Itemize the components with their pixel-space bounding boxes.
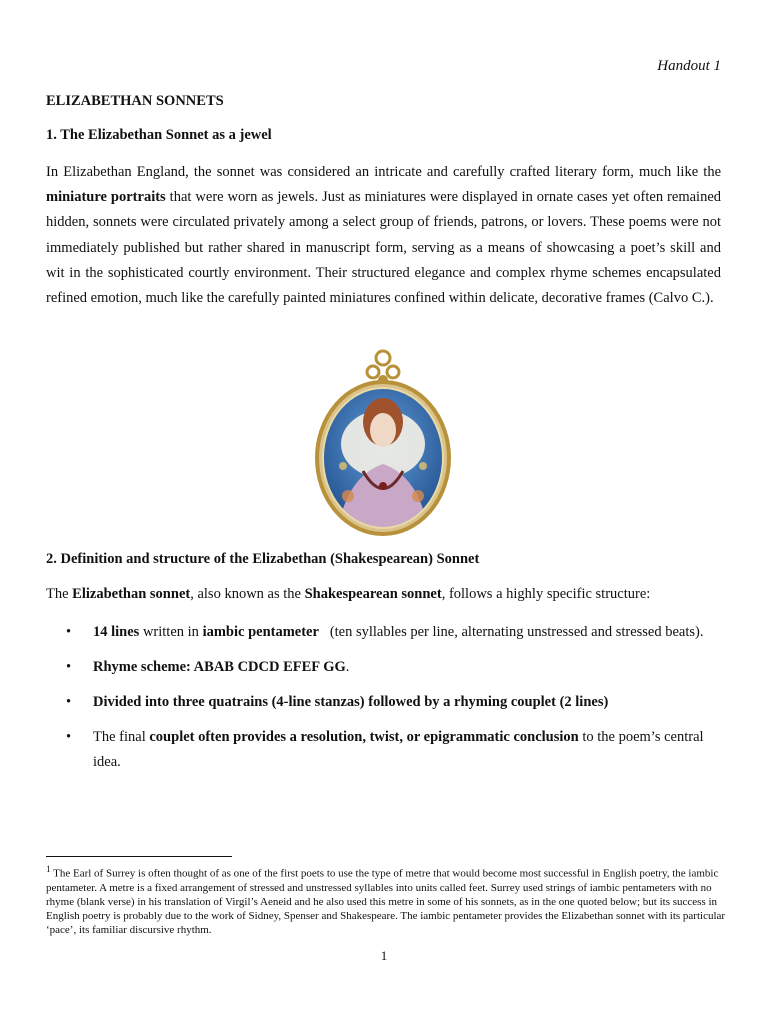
page-number: 1 [380, 948, 388, 963]
miniature-portrait-image [308, 346, 458, 536]
bold-term: couplet often provides a resolution, twist, or epigrammatic conclusion [149, 729, 579, 745]
bullet-icon: • [66, 694, 72, 710]
footnote-marker: 1 [46, 864, 51, 874]
handout-label: Handout 1 [657, 58, 721, 74]
list-text: . [345, 659, 350, 675]
bold-term-elizabethan-sonnet: Elizabethan sonnet [72, 586, 191, 602]
bold-term: Divided into three quatrains (4-line stanzas) followed by a rhyming couplet (2 lines) [93, 694, 609, 710]
paragraph-text: that were worn as jewels. Just as miniatures were displayed in ornate cases yet often remained hidden, sonnets were circulated privately among a select group of friends, patrons, or lovers. These poems were not immediately published but rather shared in manuscript form, serving as a means of showcasing a poet’s skill and wit in the sophisticated courtly environment. Their structured elegance and complex rhyme schemes encapsulated refined emotion, much like the carefully painted miniatures confined within delicate, decorative frames (Calvo C.). [46, 189, 721, 307]
bold-term-shakespearean-sonnet: Shakespearean sonnet [304, 586, 442, 602]
footnote [46, 862, 726, 938]
section1-heading: 1. The Elizabethan Sonnet as a jewel [46, 127, 272, 143]
bold-term: Rhyme scheme: ABAB CDCD EFEF GG [93, 659, 346, 675]
intro-text: The [46, 586, 73, 602]
section1-paragraph [46, 160, 721, 311]
section2-heading: 2. Definition and structure of the Elizabethan (Shakespearean) Sonnet [46, 551, 480, 567]
intro-text: , follows a highly specific structure: [441, 586, 651, 602]
section2-intro [46, 586, 726, 603]
page-title: ELIZABETHAN SONNETS [46, 93, 224, 109]
bold-term: 14 lines [93, 624, 140, 640]
bold-term: iambic pentameter [202, 624, 319, 640]
intro-text: , also known as the [190, 586, 305, 602]
footnote-text: The Earl of Surrey is often thought of as one of the first poets to use the type of metre that would become most successful in English poetry, the iambic pentameter. A metre is a fixed arrangement of stressed and unstressed syllables into units called feet. Surrey used strings of iambic pentameters with no rhyme (blank verse) in his translation of Virgil’s Aeneid and he also used this metre in some of his sonnets, as in the one quoted below; but its success in English poetry is probably due to the work of Sidney, Spenser and Shakespeare. The iambic pentameter provides the Elizabethan sonnet with its particular ‘pace’, its familiar discursive rhythm. [46, 867, 726, 937]
footnote-divider [46, 856, 232, 857]
list-item [66, 690, 726, 715]
list-text: (ten syllables per line, alternating unstressed and stressed beats). [318, 624, 704, 640]
list-text: The final [93, 729, 150, 745]
bullet-icon: • [66, 659, 72, 675]
list-text: to the poem’s central idea. [93, 729, 704, 770]
list-item [66, 725, 726, 775]
bold-term-miniature-portraits: miniature portraits [46, 189, 166, 206]
list-item [66, 655, 726, 680]
list-item [66, 620, 726, 645]
pendant-loop [367, 351, 399, 385]
list-text: written in [139, 624, 203, 640]
structure-bullet-list [66, 620, 726, 775]
bullet-icon: • [66, 624, 72, 640]
paragraph-text: In Elizabethan England, the sonnet was considered an intricate and carefully crafted literary form, much like the [46, 164, 721, 180]
bullet-icon: • [66, 729, 72, 745]
